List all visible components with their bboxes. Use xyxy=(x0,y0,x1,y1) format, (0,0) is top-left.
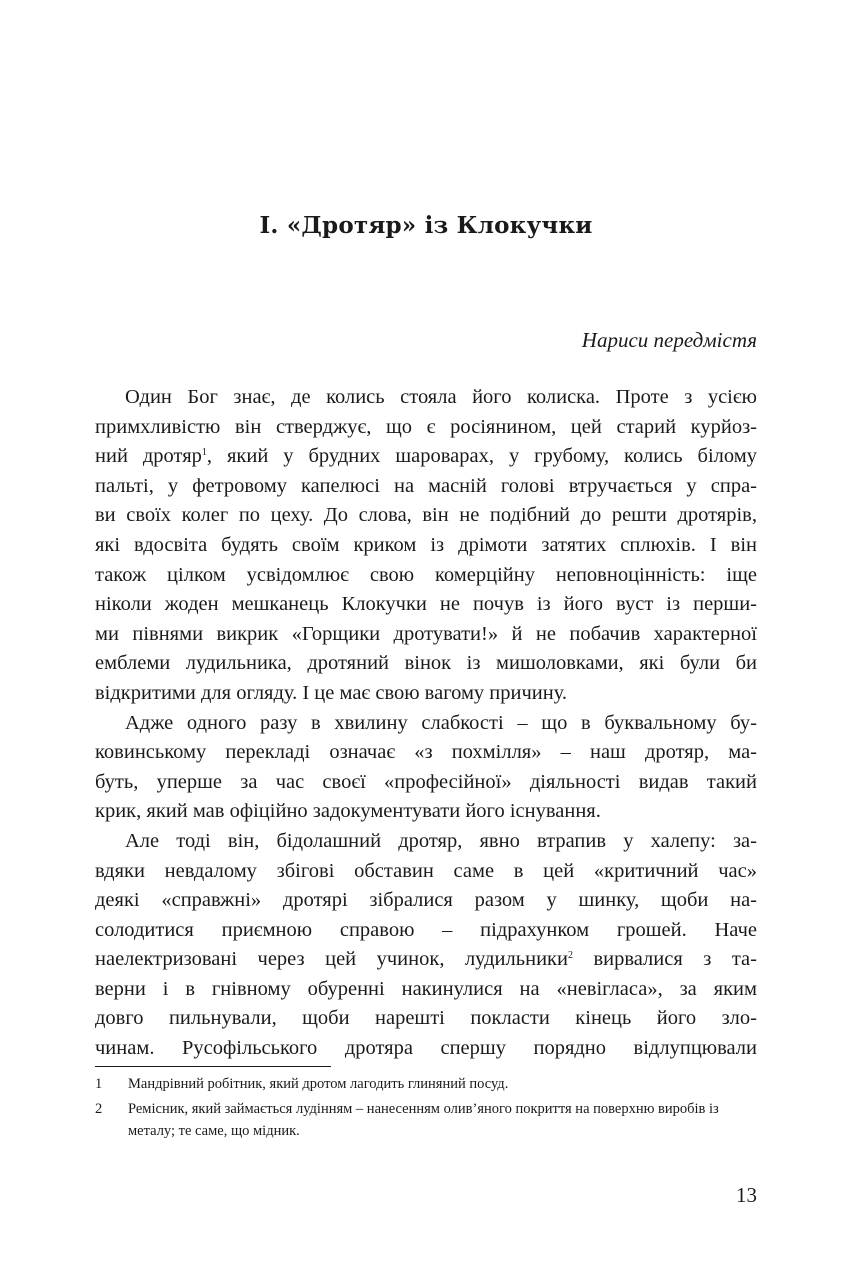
chapter-title: І. «Дротяр» із Клокучки xyxy=(259,212,593,239)
text-fragment: , який у брудних шароварах, у грубому, колись білому xyxy=(206,445,757,468)
text-line: ковинському перекладі означає «з похмілля» – наш дротяр, ма- xyxy=(95,741,757,764)
footnote xyxy=(95,1098,757,1142)
text-line: чинам. Русофільського дротяра спершу порядно відлупцювали xyxy=(95,1037,757,1060)
footnote-divider xyxy=(95,1066,331,1067)
body-text xyxy=(95,383,757,1064)
text-line: ви своїх колег по цеху. До слова, він не подібний до решти дротярів, xyxy=(95,504,757,527)
text-line: Адже одного разу в хвилину слабкості – що в буквальному бу- xyxy=(125,711,757,734)
text-line: верни і в гнівному обуренні накинулися на «невігласа», за яким xyxy=(95,977,757,1000)
text-line: ніколи жоден мешканець Клокучки не почув із його вуст із перши- xyxy=(95,593,757,616)
text-line: пальті, у фетровому капелюсі на масній голові втручається у спра- xyxy=(95,474,757,497)
footnote-ref[interactable]: 2 xyxy=(567,950,573,962)
text-line: Але тоді він, бідолашний дротяр, явно втрапив у халепу: за- xyxy=(125,829,757,852)
footnote xyxy=(95,1073,757,1095)
text-line xyxy=(95,945,757,975)
text-fragment: ний дротяр xyxy=(95,445,202,468)
text-fragment: наелектризовані через цей учинок, лудильники xyxy=(95,948,568,971)
footnote-text: Мандрівний робітник, який дротом лагодить глиняний посуд. xyxy=(128,1076,509,1092)
text-line xyxy=(95,442,757,472)
text-line: ми півнями викрик «Горщики дротувати!» й не побачив характерної xyxy=(95,622,757,645)
text-line: деякі «справжні» дротярі зібралися разом у шинку, щоби на- xyxy=(95,889,757,912)
text-fragment: вирвалися з та- xyxy=(572,948,757,971)
text-line: буть, уперше за час своєї «професійної» діяльності видав такий xyxy=(95,770,757,793)
text-line: солодитися приємною справою – підрахунком грошей. Наче xyxy=(95,918,757,941)
text-line: примхливістю він стверджує, що є росіянином, цей старий курйоз- xyxy=(95,415,757,438)
text-line: крик, який мав офіційно задокументувати його існування. xyxy=(95,800,601,823)
text-line: вдяки невдалому збігові обставин саме в цей «критичний час» xyxy=(95,859,757,882)
footnote-number: 1 xyxy=(95,1076,103,1092)
footnote-ref[interactable]: 1 xyxy=(201,447,207,459)
text-line: довго пильнували, щоби нарешті покласти кінець його зло- xyxy=(95,1007,757,1030)
footnote-number: 2 xyxy=(95,1101,103,1117)
footnote-text: Ремісник, який займається лудінням – нанесенням олив’яного покриття на поверхню виробів із металу; те саме, що мідник. xyxy=(128,1101,719,1139)
text-line: відкритими для огляду. І це має свою вагому причину. xyxy=(95,681,568,704)
chapter-subtitle: Нариси передмістя xyxy=(581,328,757,352)
text-line: Один Бог знає, де колись стояла його колиска. Проте з усією xyxy=(125,386,757,408)
text-line: емблеми лудильника, дротяний вінок із мишоловками, які були би xyxy=(95,652,757,675)
text-line: які вдосвіта будять своїм криком із дрімоти затятих сплюхів. І він xyxy=(95,533,757,556)
text-line: також цілком усвідомлює свою комерційну неповноцінність: іще xyxy=(95,563,757,586)
page-number: 13 xyxy=(736,1183,757,1207)
